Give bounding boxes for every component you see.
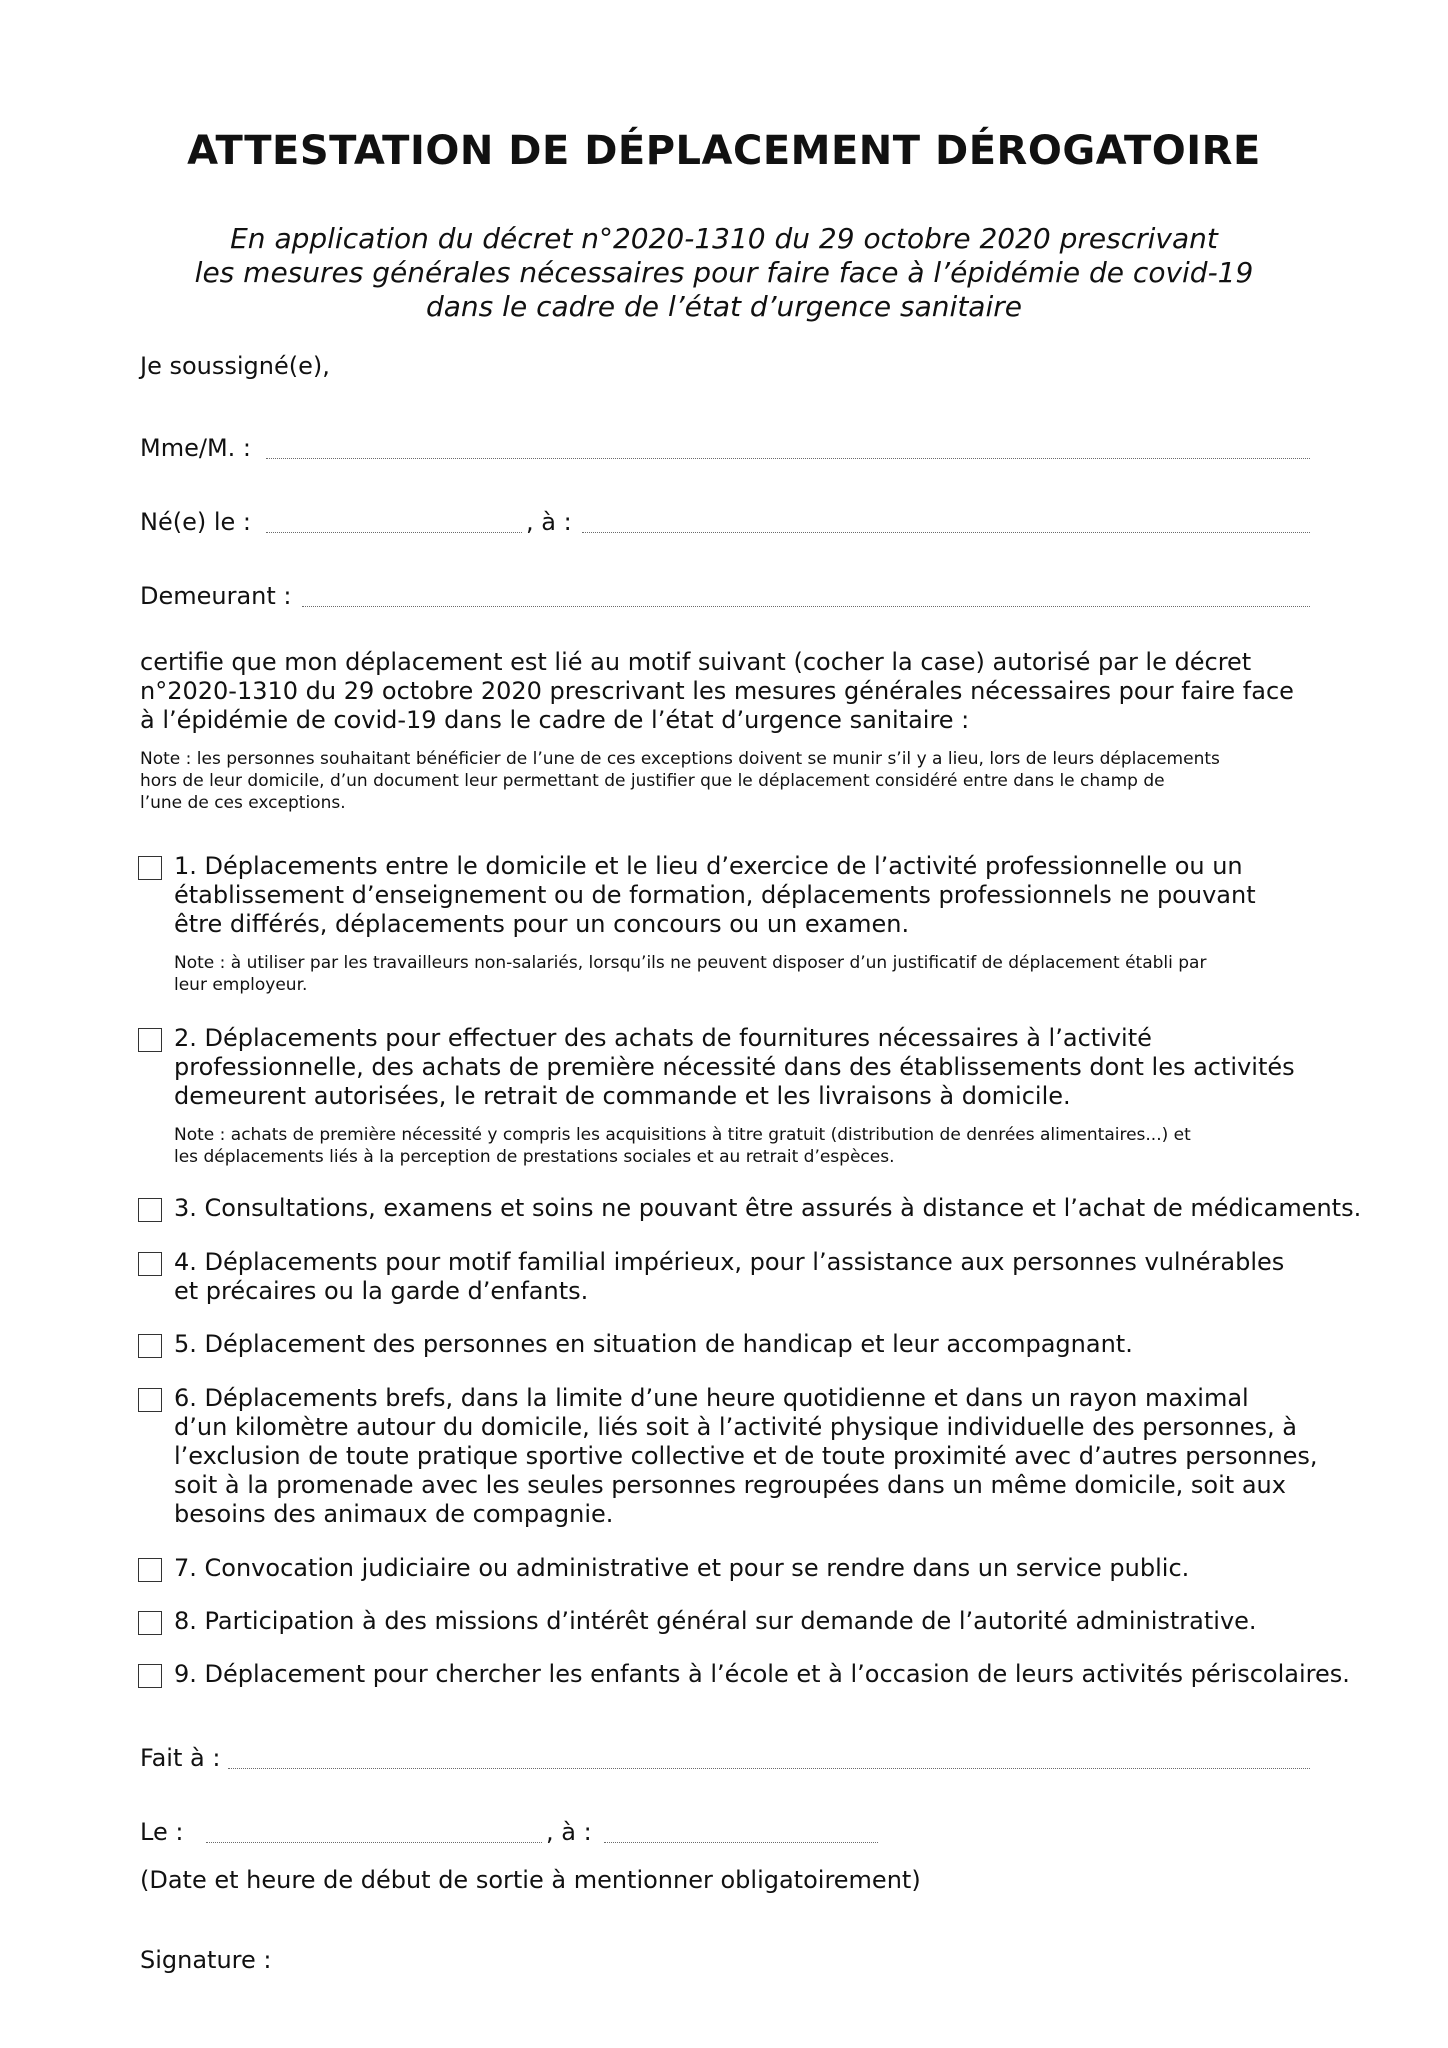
reason-line: 6. Déplacements brefs, dans la limite d’une heure quotidienne et dans un rayon maximal <box>174 1384 1249 1412</box>
reason-note-2 <box>174 1124 1191 1168</box>
signature-label: Signature : <box>140 1946 272 1974</box>
fait-field[interactable] <box>228 1768 1310 1769</box>
reason-line: 9. Déplacement pour chercher les enfants à l’école et à l’occasion de leurs activités périscolaires. <box>174 1660 1350 1688</box>
intro-text: Je soussigné(e), <box>140 352 330 380</box>
certify-line: n°2020-1310 du 29 octobre 2020 prescrivant les mesures générales nécessaires pour faire face <box>140 677 1294 705</box>
reason-line: demeurent autorisées, le retrait de commande et les livraisons à domicile. <box>174 1082 1071 1110</box>
reason-line: 2. Déplacements pour effectuer des achats de fournitures nécessaires à l’activité <box>174 1024 1152 1052</box>
note-line: Note : les personnes souhaitant bénéficier de l’une de ces exceptions doivent se munir s’il y a lieu, lors de leurs déplacements <box>140 749 1220 769</box>
address-label: Demeurant : <box>140 582 292 610</box>
date-field[interactable] <box>206 1842 542 1843</box>
date-mention: (Date et heure de début de sortie à mentionner obligatoirement) <box>140 1866 921 1894</box>
reason-note-1 <box>174 952 1206 996</box>
name-label: Mme/M. : <box>140 434 251 462</box>
reason-text-2 <box>174 1024 1295 1111</box>
reason-text-9 <box>174 1660 1350 1689</box>
reason-line: établissement d’enseignement ou de formation, déplacements professionnels ne pouvant <box>174 881 1256 909</box>
reason-text-4 <box>174 1248 1284 1306</box>
reason-text-1 <box>174 852 1256 939</box>
main-note <box>140 748 1220 814</box>
reason-checkbox-3[interactable] <box>138 1198 162 1222</box>
subtitle-line: dans le cadre de l’état d’urgence sanitaire <box>426 290 1022 323</box>
reason-line: professionnelle, des achats de première nécessité dans des établissements dont les activités <box>174 1053 1295 1081</box>
reason-line: être différés, déplacements pour un concours ou un examen. <box>174 910 910 938</box>
reason-checkbox-2[interactable] <box>138 1028 162 1052</box>
reason-checkbox-4[interactable] <box>138 1252 162 1276</box>
reason-text-8 <box>174 1607 1257 1636</box>
reason-checkbox-5[interactable] <box>138 1334 162 1358</box>
reason-text-7 <box>174 1554 1189 1583</box>
subtitle-line: En application du décret n°2020-1310 du 29 octobre 2020 prescrivant <box>230 222 1218 255</box>
address-field[interactable] <box>302 606 1310 607</box>
certify-paragraph <box>140 648 1320 735</box>
note-line: hors de leur domicile, d’un document leur permettant de justifier que le déplacement considéré entre dans le champ de <box>140 771 1165 791</box>
certify-line: certifie que mon déplacement est lié au motif suivant (cocher la case) autorisé par le décret <box>140 648 1252 676</box>
reason-line: 5. Déplacement des personnes en situation de handicap et leur accompagnant. <box>174 1330 1133 1358</box>
page-title: ATTESTATION DE DÉPLACEMENT DÉROGATOIRE <box>187 128 1261 174</box>
reason-text-6 <box>174 1384 1318 1529</box>
reason-line: 1. Déplacements entre le domicile et le lieu d’exercice de l’activité professionnelle ou un <box>174 852 1243 880</box>
birth-place-field[interactable] <box>582 532 1310 533</box>
signature-area[interactable] <box>300 1930 900 2010</box>
reason-line: 7. Convocation judiciaire ou administrative et pour se rendre dans un service public. <box>174 1554 1190 1582</box>
reason-checkbox-7[interactable] <box>138 1558 162 1582</box>
reason-line: 8. Participation à des missions d’intérêt général sur demande de l’autorité administrative. <box>174 1607 1257 1635</box>
reason-line: 4. Déplacements pour motif familial impérieux, pour l’assistance aux personnes vulnérables <box>174 1248 1285 1276</box>
reason-line: besoins des animaux de compagnie. <box>174 1500 614 1528</box>
reason-checkbox-9[interactable] <box>138 1664 162 1688</box>
birth-place-label: , à : <box>526 508 572 536</box>
reason-line: soit à la promenade avec les seules personnes regroupées dans un même domicile, soit aux <box>174 1471 1286 1499</box>
reason-line: 3. Consultations, examens et soins ne pouvant être assurés à distance et l’achat de médicaments. <box>174 1194 1362 1222</box>
reason-line: et précaires ou la garde d’enfants. <box>174 1277 589 1305</box>
birth-date-label: Né(e) le : <box>140 508 251 536</box>
time-label: , à : <box>546 1818 592 1846</box>
reason-line: d’un kilomètre autour du domicile, liés soit à l’activité physique individuelle des personnes, à <box>174 1413 1297 1441</box>
reason-checkbox-1[interactable] <box>138 856 162 880</box>
date-label: Le : <box>140 1818 184 1846</box>
note-line: les déplacements liés à la perception de prestations sociales et au retrait d’espèces. <box>174 1147 895 1167</box>
note-line: Note : à utiliser par les travailleurs non-salariés, lorsqu’ils ne peuvent disposer d’un justificatif de déplacement établi par <box>174 953 1207 973</box>
subtitle-line: les mesures générales nécessaires pour faire face à l’épidémie de covid-19 <box>194 256 1254 289</box>
note-line: leur employeur. <box>174 975 308 995</box>
certify-line: à l’épidémie de covid-19 dans le cadre de l’état d’urgence sanitaire : <box>140 706 970 734</box>
name-field[interactable] <box>266 458 1310 459</box>
subtitle <box>0 222 1448 324</box>
birth-date-field[interactable] <box>266 532 522 533</box>
note-line: l’une de ces exceptions. <box>140 793 346 813</box>
reason-text-3 <box>174 1194 1361 1223</box>
reason-text-5 <box>174 1330 1133 1359</box>
time-field[interactable] <box>604 1842 878 1843</box>
fait-label: Fait à : <box>140 1744 221 1772</box>
reason-checkbox-8[interactable] <box>138 1611 162 1635</box>
reason-line: l’exclusion de toute pratique sportive collective et de toute proximité avec d’autres personnes, <box>174 1442 1318 1470</box>
note-line: Note : achats de première nécessité y compris les acquisitions à titre gratuit (distribution de denrées alimentaires...) et <box>174 1125 1191 1145</box>
reason-checkbox-6[interactable] <box>138 1388 162 1412</box>
